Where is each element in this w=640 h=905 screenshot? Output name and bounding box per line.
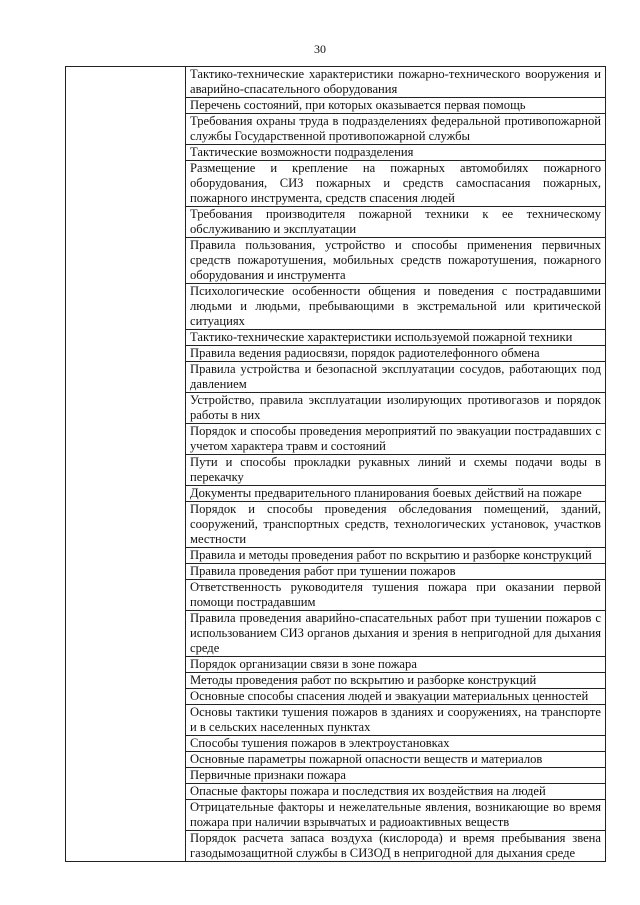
table-cell: Тактико-технические характеристики используемой пожарной техники	[186, 330, 606, 346]
table-cell: Правила проведения аварийно-спасательных работ при тушении пожаров с использованием СИЗ органов дыхания и зрения в непригодной для дыхания среде	[186, 611, 606, 657]
table-cell: Правила проведения работ при тушении пожаров	[186, 564, 606, 580]
table-cell: Основы тактики тушения пожаров в зданиях и сооружениях, на транспорте и в сельских населенных пунктах	[186, 705, 606, 736]
table-cell: Способы тушения пожаров в электроустановках	[186, 736, 606, 752]
table-cell: Порядок расчета запаса воздуха (кислорода) и время пребывания звена газодымозащитной службы в СИЗОД в непригодной для дыхания среде	[186, 831, 606, 862]
table-cell: Документы предварительного планирования боевых действий на пожаре	[186, 486, 606, 502]
table-cell: Размещение и крепление на пожарных автомобилях пожарного оборудования, СИЗ пожарных и средств самоспасания пожарных, пожарного инструмента, средств спасения людей	[186, 161, 606, 207]
table-cell: Устройство, правила эксплуатации изолирующих противогазов и порядок работы в них	[186, 393, 606, 424]
table-cell: Основные параметры пожарной опасности веществ и материалов	[186, 752, 606, 768]
table-cell: Правила устройства и безопасной эксплуатации сосудов, работающих под давлением	[186, 362, 606, 393]
table-cell: Первичные признаки пожара	[186, 768, 606, 784]
table-cell: Перечень состояний, при которых оказывается первая помощь	[186, 98, 606, 114]
table-cell: Требования охраны труда в подразделениях федеральной противопожарной службы Государственной противопожарной службы	[186, 114, 606, 145]
left-column-cell	[66, 67, 186, 862]
table-cell: Правила и методы проведения работ по вскрытию и разборке конструкций	[186, 548, 606, 564]
table-cell: Психологические особенности общения и поведения с пострадавшими людьми и людьми, пребывающими в экстремальной или критической ситуациях	[186, 284, 606, 330]
table-cell: Отрицательные факторы и нежелательные явления, возникающие во время пожара при наличии взрывчатых и радиоактивных веществ	[186, 800, 606, 831]
table-cell: Тактико-технические характеристики пожарно-технического вооружения и аварийно-спасательного оборудования	[186, 67, 606, 98]
table-cell: Ответственность руководителя тушения пожара при оказании первой помощи пострадавшим	[186, 580, 606, 611]
page-number: 30	[314, 42, 326, 56]
table-cell: Пути и способы прокладки рукавных линий и схемы подачи воды в перекачку	[186, 455, 606, 486]
table-cell: Порядок и способы проведения мероприятий по эвакуации пострадавших с учетом характера травм и состояний	[186, 424, 606, 455]
knowledge-table-body	[66, 67, 606, 862]
table-row	[66, 67, 606, 98]
table-cell: Методы проведения работ по вскрытию и разборке конструкций	[186, 673, 606, 689]
table-cell: Порядок организации связи в зоне пожара	[186, 657, 606, 673]
table-cell: Порядок и способы проведения обследования помещений, зданий, сооружений, транспортных средств, технологических установок, участков местности	[186, 502, 606, 548]
table-cell: Требования производителя пожарной техники к ее техническому обслуживанию и эксплуатации	[186, 207, 606, 238]
table-cell: Опасные факторы пожара и последствия их воздействия на людей	[186, 784, 606, 800]
knowledge-table	[65, 66, 606, 862]
table-cell: Правила ведения радиосвязи, порядок радиотелефонного обмена	[186, 346, 606, 362]
table-cell: Правила пользования, устройство и способы применения первичных средств пожаротушения, мобильных средств пожаротушения, пожарного оборудования и инструмента	[186, 238, 606, 284]
table-cell: Основные способы спасения людей и эвакуации материальных ценностей	[186, 689, 606, 705]
table-cell: Тактические возможности подразделения	[186, 145, 606, 161]
